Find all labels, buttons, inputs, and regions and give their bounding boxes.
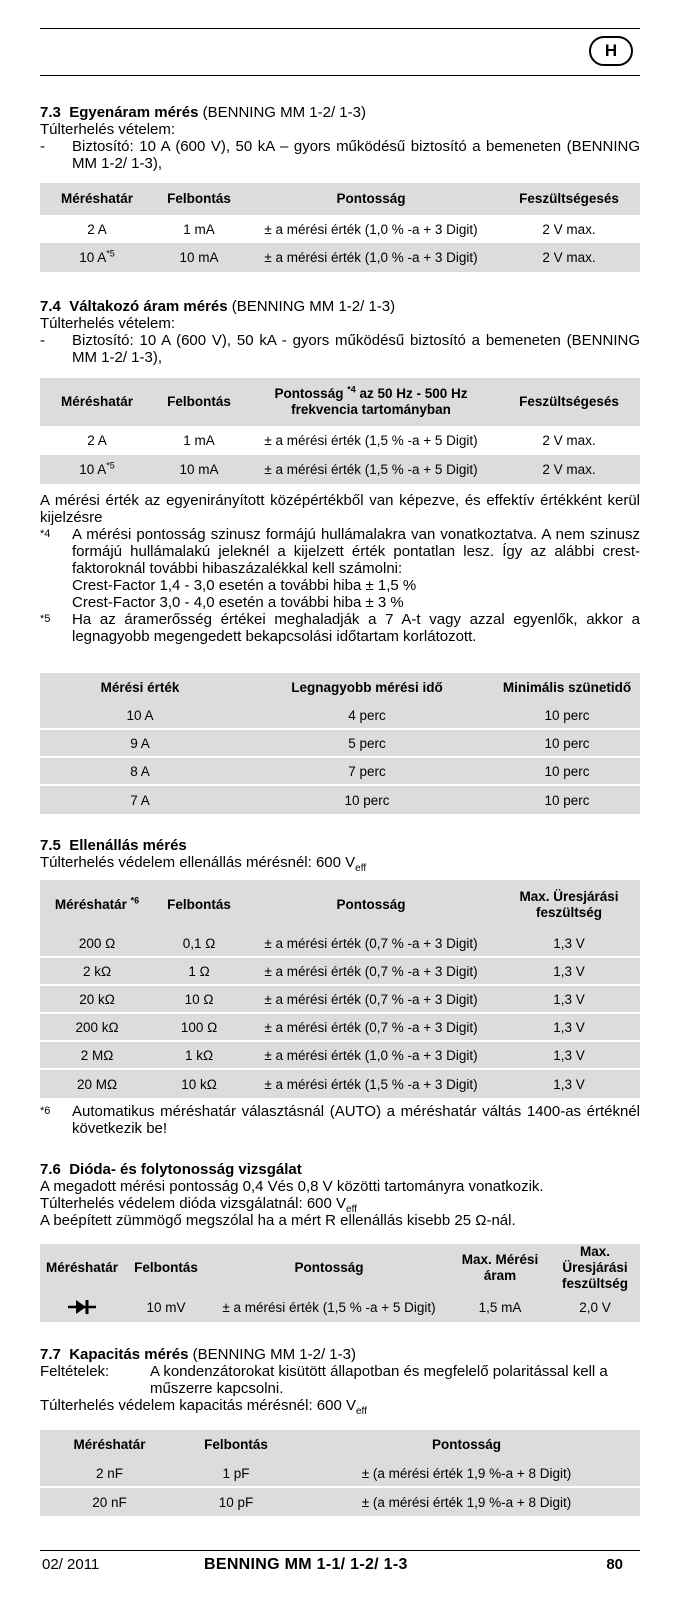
cell-range <box>40 1292 124 1322</box>
th-range: Méréshatár $^{*6}$ <box>40 880 154 930</box>
cell-open-voltage: 1,3 V <box>498 1070 640 1098</box>
cell-accuracy: ± a mérési érték (0,7 % -a + 3 Digit) <box>244 1014 498 1042</box>
cell-min-pause: 10 perc <box>494 786 640 814</box>
cell-range: 200 Ω <box>40 930 154 958</box>
footnote-6 <box>40 1103 640 1137</box>
cell-max-time: 5 perc <box>240 730 494 758</box>
cell-min-pause: 10 perc <box>494 730 640 758</box>
table-row <box>40 215 640 243</box>
fuse-bullet <box>40 138 640 172</box>
cell-resolution: 10 mA <box>154 455 244 484</box>
diode-table <box>40 1244 640 1322</box>
crest-factor-line: Crest-Factor 1,4 - 3,0 esetén a további hiba ± 1,5 % <box>72 577 417 594</box>
duty-time-table <box>40 673 640 814</box>
language-badge: H <box>589 36 633 66</box>
cell-max-current: 1,5 mA <box>450 1292 550 1322</box>
cell-range: 10 $A^{*5}$ <box>40 455 154 484</box>
overload-label: Túlterhelés vételem: <box>40 121 176 138</box>
table-row <box>40 986 640 1014</box>
table-row <box>40 1460 640 1488</box>
crest-factor-line: Crest-Factor 3,0 - 4,0 esetén a további hiba ± 3 % <box>72 594 404 611</box>
cell-range: 2 MΩ <box>40 1042 154 1070</box>
table-row <box>40 1014 640 1042</box>
cell-open-voltage: 1,3 V <box>498 1014 640 1042</box>
th-min-pause: Minimális szünetidő <box>494 673 640 702</box>
footnote-6-block <box>40 1103 640 1137</box>
cell-range: 2 A <box>40 426 154 455</box>
table-row <box>40 1042 640 1070</box>
cell-range: 2 A <box>40 215 154 243</box>
ac-current-table <box>40 378 640 484</box>
section-suffix: (BENNING MM 1-2/ 1-3) <box>231 298 396 315</box>
table-row <box>40 786 640 814</box>
cell-resolution: 0,1 Ω <box>154 930 244 958</box>
table-row <box>40 455 640 484</box>
cell-range: 10 $A^{*5}$ <box>40 243 154 272</box>
cell-resolution: 10 kΩ <box>154 1070 244 1098</box>
th-resolution: Felbontás <box>154 183 244 215</box>
table-row <box>40 958 640 986</box>
resistance-table <box>40 880 640 1098</box>
overload-label: Túlterhelés védelem ellenállás mérésnél: 600 $V_{eff}$ <box>40 854 367 874</box>
conditions-text: A kondenzátorokat kisütött állapotban és megfelelő polaritással kell a műszerre kapcsolni. <box>150 1363 608 1397</box>
section-number: 7.7 <box>40 1346 61 1363</box>
cell-accuracy: ± a mérési érték (1,0 % -a + 3 Digit) <box>244 215 498 243</box>
fuse-bullet <box>40 332 640 366</box>
section-7-4 <box>40 298 640 366</box>
cell-max-time: 7 perc <box>240 758 494 786</box>
overload-label: Túlterhelés vételem: <box>40 315 176 332</box>
cell-voltage-drop: 2 V max. <box>498 426 640 455</box>
cell-resolution: 1 pF <box>179 1460 293 1488</box>
table-row <box>40 1292 640 1322</box>
header-rule <box>40 28 640 29</box>
th-accuracy: Pontosság <box>293 1430 640 1460</box>
cell-resolution: 1 kΩ <box>154 1042 244 1070</box>
conditions-label: Feltételek: <box>40 1363 110 1380</box>
footer-date: 02/ 2011 <box>42 1556 100 1573</box>
th-resolution: Felbontás <box>124 1244 208 1292</box>
th-range: Méréshatár <box>40 378 154 426</box>
footer-model: BENNING MM 1-1/ 1-2/ 1-3 <box>204 1556 408 1573</box>
footnote-text: Automatikus méréshatár választásnál (AUTO) a méréshatár váltás 1400-as értéknél következik be! <box>72 1103 640 1137</box>
section-number: 7.5 <box>40 837 61 854</box>
cell-resolution: 10 mA <box>154 243 244 272</box>
section-title: Ellenállás mérés <box>69 837 187 854</box>
cell-resolution: 10 Ω <box>154 986 244 1014</box>
cell-min-pause: 10 perc <box>494 758 640 786</box>
ac-notes <box>40 492 640 645</box>
bullet-text: Biztosító: 10 A (600 V), 50 kA – gyors működésű biztosító a bemeneten (BENNING MM 1-2/ 1-3), <box>72 138 640 172</box>
th-resolution: Felbontás <box>154 880 244 930</box>
cell-accuracy: ± a mérési érték (1,5 % -a + 3 Digit) <box>244 1070 498 1098</box>
section-title: Egyenáram mérés <box>69 104 199 121</box>
table-row <box>40 702 640 730</box>
th-accuracy: Pontosság <box>208 1244 450 1292</box>
section-title: Dióda- és folytonosság vizsgálat <box>69 1161 302 1178</box>
th-range: Méréshatár <box>40 1244 124 1292</box>
section-7-3 <box>40 104 640 172</box>
accuracy-range-line: A megadott mérési pontosság 0,4 Vés 0,8 V közötti tartományra vonatkozik. <box>40 1178 544 1195</box>
cell-resolution: 100 Ω <box>154 1014 244 1042</box>
footnote-5 <box>40 611 640 645</box>
cell-accuracy: ± a mérési érték (0,7 % -a + 3 Digit) <box>244 986 498 1014</box>
cell-voltage-drop: 2 V max. <box>498 455 640 484</box>
section-heading <box>40 298 640 315</box>
cell-range: 2 nF <box>40 1460 179 1488</box>
th-range: Méréshatár <box>40 1430 179 1460</box>
th-max-current: Max. Mérési áram <box>450 1244 550 1292</box>
cell-min-pause: 10 perc <box>494 702 640 730</box>
th-range: Méréshatár <box>40 183 154 215</box>
cell-range: 200 kΩ <box>40 1014 154 1042</box>
cell-open-voltage: 1,3 V <box>498 1042 640 1070</box>
table-row <box>40 243 640 272</box>
table-row <box>40 1070 640 1098</box>
section-heading <box>40 1161 640 1178</box>
section-number: 7.4 <box>40 298 61 315</box>
cell-accuracy: ± (a mérési érték 1,9 %-a + 8 Digit) <box>293 1460 640 1488</box>
cell-value: 7 A <box>40 786 240 814</box>
cell-voltage-drop: 2 V max. <box>498 243 640 272</box>
th-value: Mérési érték <box>40 673 240 702</box>
table-row <box>40 1488 640 1516</box>
cell-resolution: 1 Ω <box>154 958 244 986</box>
section-number: 7.3 <box>40 104 61 121</box>
cell-value: 9 A <box>40 730 240 758</box>
section-title: Kapacitás mérés <box>69 1346 189 1363</box>
overload-label: Túlterhelés védelem kapacitás mérésnél: 600 $V_{eff}$ <box>40 1397 367 1417</box>
section-title: Váltakozó áram mérés <box>69 298 228 315</box>
header-rule-bottom <box>40 75 640 76</box>
capacitance-table <box>40 1430 640 1516</box>
bullet-text: Biztosító: 10 A (600 V), 50 kA - gyors működésű biztosító a bemeneten (BENNING MM 1-2/ 1-3), <box>72 332 640 366</box>
cell-open-voltage: 1,3 V <box>498 958 640 986</box>
table-row <box>40 426 640 455</box>
th-voltage-drop: Feszültségesés <box>498 183 640 215</box>
cell-resolution: 10 pF <box>179 1488 293 1516</box>
cell-accuracy: ± a mérési érték (1,0 % -a + 3 Digit) <box>244 243 498 272</box>
footnote-text: A mérési pontosság szinusz formájú hullámalakra van vonatkoztatva. A nem szinusz formájú hullámalakú jeleknél a kijelzett érték pontatlan lesz. Így az alábbi crest-faktoroknál további hibaszázalékkal kell számolni: <box>72 526 640 577</box>
cell-range: 2 kΩ <box>40 958 154 986</box>
section-number: 7.6 <box>40 1161 61 1178</box>
section-heading <box>40 837 640 854</box>
bullet-mark: - <box>40 332 45 349</box>
cell-accuracy: ± a mérési érték (1,0 % -a + 3 Digit) <box>244 1042 498 1070</box>
th-voltage-drop: Feszültségesés <box>498 378 640 426</box>
dc-current-table <box>40 183 640 272</box>
cell-resolution: 1 mA <box>154 426 244 455</box>
buzzer-line: A beépített zümmögő megszólal ha a mért R ellenállás kisebb 25 Ω-nál. <box>40 1212 516 1229</box>
cell-accuracy: ± a mérési érték (0,7 % -a + 3 Digit) <box>244 958 498 986</box>
cell-open-voltage: 1,3 V <box>498 930 640 958</box>
th-accuracy: Pontosság <box>244 880 498 930</box>
footnote-mark: *6 <box>40 1105 51 1117</box>
cell-open-voltage: 2,0 V <box>550 1292 640 1322</box>
footnote-mark: *5 <box>40 613 51 625</box>
cell-range: 20 nF <box>40 1488 179 1516</box>
th-open-voltage: Max. Üresjárási feszültség <box>498 880 640 930</box>
page-number: 80 <box>606 1556 623 1573</box>
diode-icon <box>68 1299 96 1315</box>
section-suffix: (BENNING MM 1-2/ 1-3) <box>192 1346 356 1363</box>
conditions <box>40 1363 640 1397</box>
cell-max-time: 10 perc <box>240 786 494 814</box>
th-accuracy: Pontosság $^{*4}$ az 50 Hz - 500 Hz frekvencia tartományban <box>244 378 498 426</box>
section-heading <box>40 1346 640 1363</box>
footnote-4 <box>40 526 640 611</box>
footnote-text: Ha az áramerősség értékei meghaladják a 7 A-t vagy azzal egyenlők, akkor a legnagyobb megengedett bekapcsolási időtartam korlátozott. <box>72 611 640 645</box>
th-resolution: Felbontás <box>179 1430 293 1460</box>
th-accuracy: Pontosság <box>244 183 498 215</box>
cell-accuracy: ± a mérési érték (0,7 % -a + 3 Digit) <box>244 930 498 958</box>
table-row <box>40 930 640 958</box>
section-7-5 <box>40 837 640 874</box>
footnote-mark: *4 <box>40 528 51 540</box>
cell-value: 10 A <box>40 702 240 730</box>
cell-accuracy: ± a mérési érték (1,5 % -a + 5 Digit) <box>208 1292 450 1322</box>
footer-rule <box>40 1550 640 1551</box>
cell-accuracy: ± a mérési érték (1,5 % -a + 5 Digit) <box>244 455 498 484</box>
cell-value: 8 A <box>40 758 240 786</box>
cell-voltage-drop: 2 V max. <box>498 215 640 243</box>
rms-paragraph: A mérési érték az egyenirányított középértékből van képezve, és effektív értékként kerül kijelzésre <box>40 492 640 526</box>
bullet-mark: - <box>40 138 45 155</box>
section-7-6 <box>40 1161 640 1229</box>
table-row <box>40 758 640 786</box>
overload-label: Túlterhelés védelem dióda vizsgálatnál: 600 $V_{eff}$ <box>40 1195 357 1215</box>
th-max-time: Legnagyobb mérési idő <box>240 673 494 702</box>
th-open-voltage: Max. Üresjárási feszültség <box>550 1244 640 1292</box>
table-row <box>40 730 640 758</box>
section-suffix: (BENNING MM 1-2/ 1-3) <box>202 104 366 121</box>
cell-range: 20 MΩ <box>40 1070 154 1098</box>
cell-resolution: 10 mV <box>124 1292 208 1322</box>
th-resolution: Felbontás <box>154 378 244 426</box>
cell-max-time: 4 perc <box>240 702 494 730</box>
cell-accuracy: ± (a mérési érték 1,9 %-a + 8 Digit) <box>293 1488 640 1516</box>
section-heading <box>40 104 640 121</box>
section-7-7 <box>40 1346 640 1417</box>
cell-resolution: 1 mA <box>154 215 244 243</box>
cell-range: 20 kΩ <box>40 986 154 1014</box>
cell-accuracy: ± a mérési érték (1,5 % -a + 5 Digit) <box>244 426 498 455</box>
cell-open-voltage: 1,3 V <box>498 986 640 1014</box>
